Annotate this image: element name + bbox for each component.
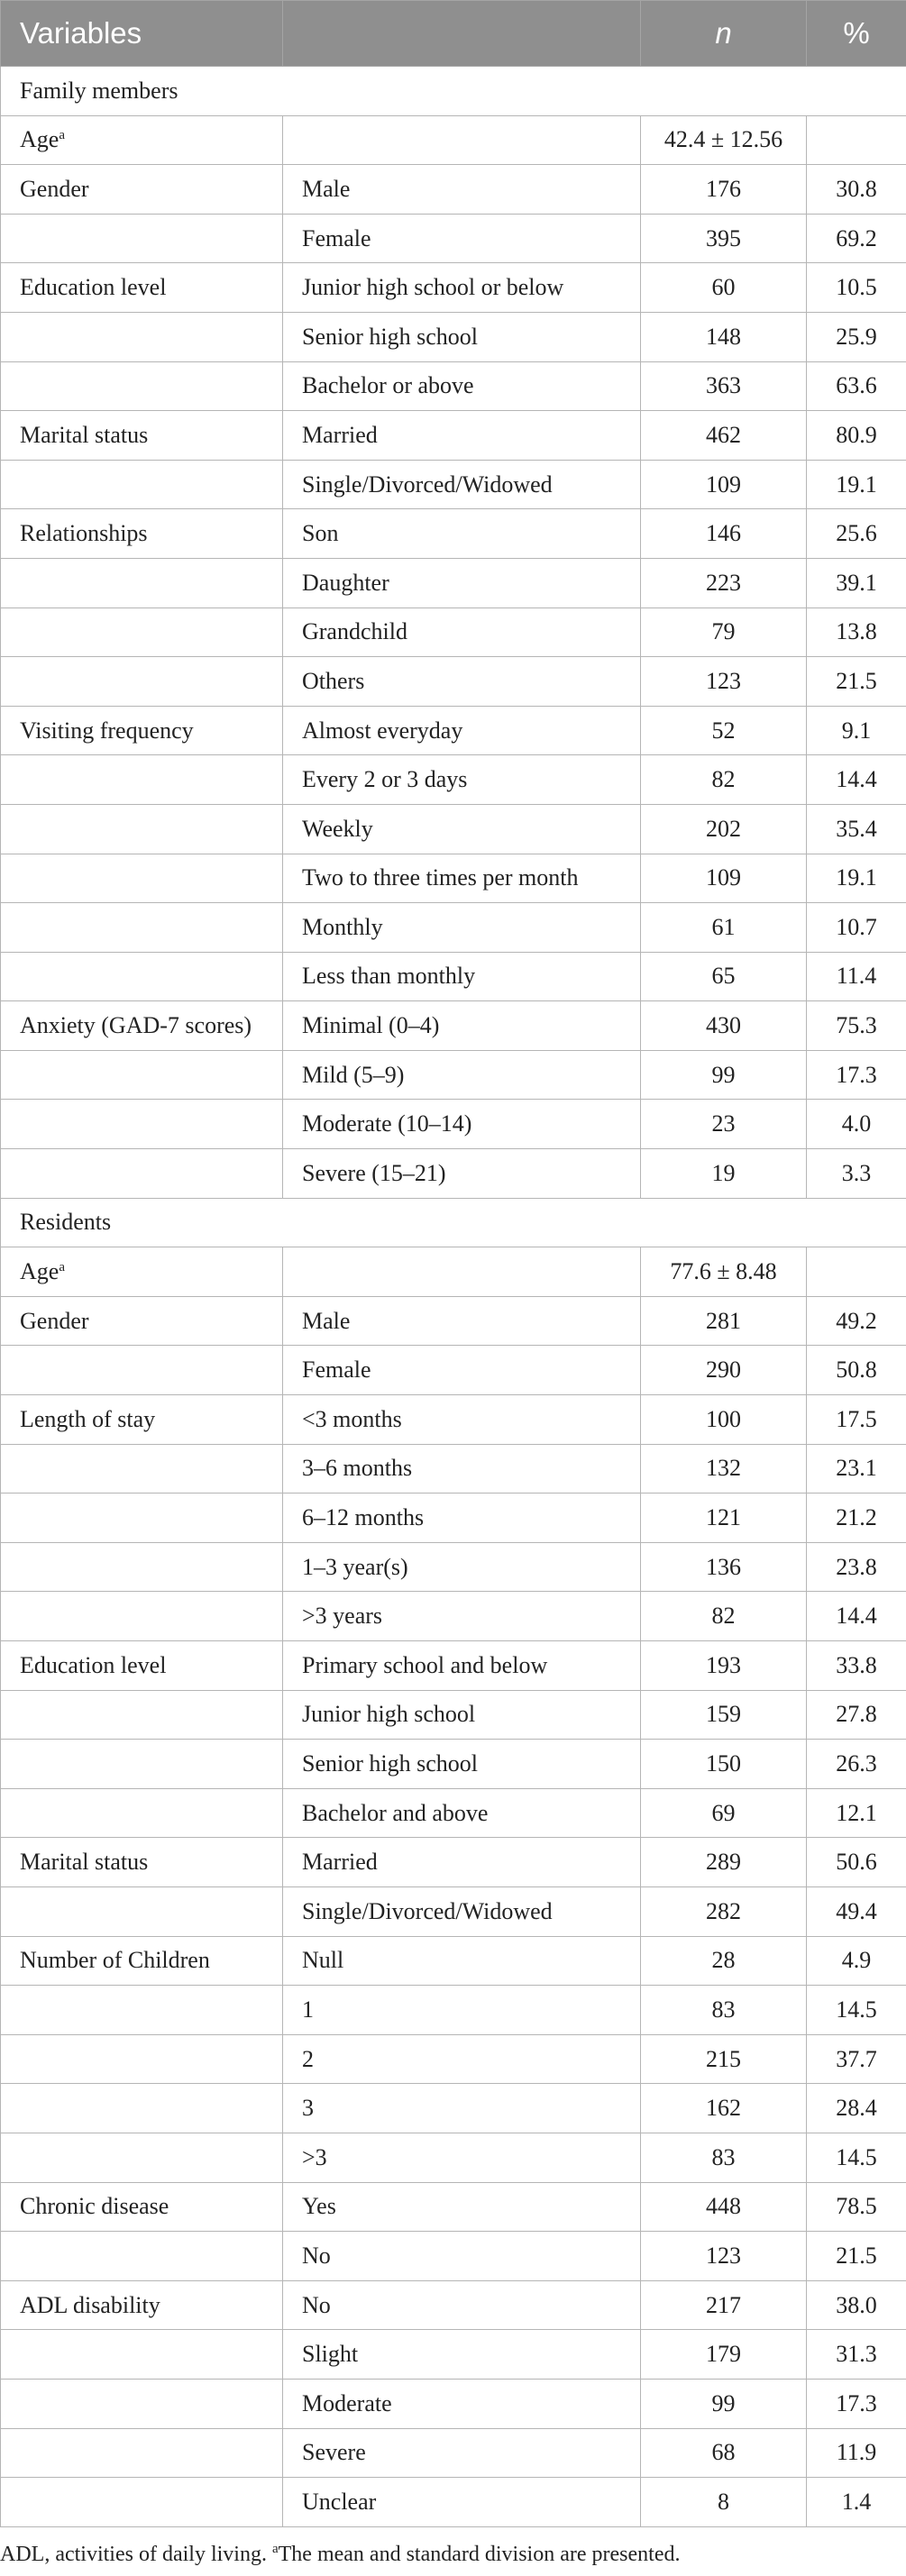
table-row [1, 1395, 906, 1445]
percent-cell: 17.3 [807, 1050, 906, 1100]
header-n: n [641, 1, 807, 67]
n-cell: 282 [641, 1886, 807, 1936]
variable-label: Visiting frequency [20, 717, 194, 744]
percent-cell: 13.8 [807, 607, 906, 657]
percent-cell: 26.3 [807, 1740, 906, 1789]
percent-cell: 10.7 [807, 903, 906, 953]
table-row [1, 214, 906, 263]
variable-cell [1, 755, 283, 805]
table-row [1, 263, 906, 313]
section-title: Residents [1, 1198, 906, 1247]
variable-cell [1, 1247, 283, 1297]
percent-cell: 63.6 [807, 361, 906, 411]
category-cell: Female [283, 214, 641, 263]
table-row [1, 1690, 906, 1740]
n-cell: 28 [641, 1936, 807, 1986]
category-cell: Unclear [283, 2478, 641, 2527]
variable-cell [1, 1641, 283, 1691]
n-cell: 217 [641, 2280, 807, 2330]
percent-cell: 11.4 [807, 952, 906, 1001]
category-cell: Moderate [283, 2379, 641, 2428]
n-cell: 462 [641, 411, 807, 461]
n-cell: 223 [641, 558, 807, 607]
percent-cell: 49.4 [807, 1886, 906, 1936]
footnote-text-2: The mean and standard division are presented. [278, 2543, 681, 2566]
table-row [1, 1100, 906, 1149]
n-cell: 19 [641, 1149, 807, 1199]
n-cell: 132 [641, 1444, 807, 1494]
variable-cell [1, 1296, 283, 1346]
variable-cell [1, 165, 283, 215]
table-row [1, 1838, 906, 1887]
variable-cell [1, 411, 283, 461]
variable-cell [1, 2232, 283, 2281]
table-row [1, 1247, 906, 1297]
table-row [1, 1346, 906, 1395]
variable-label: ADL disability [20, 2291, 160, 2318]
n-cell: 83 [641, 1986, 807, 2035]
variable-cell [1, 1986, 283, 2035]
n-cell: 448 [641, 2182, 807, 2232]
n-cell: 136 [641, 1542, 807, 1592]
n-cell: 65 [641, 952, 807, 1001]
variable-label: Age [20, 1258, 59, 1285]
n-cell: 289 [641, 1838, 807, 1887]
percent-cell: 14.4 [807, 755, 906, 805]
table-row [1, 1641, 906, 1691]
n-cell: 79 [641, 607, 807, 657]
variable-label: Age [20, 126, 59, 153]
n-cell: 121 [641, 1494, 807, 1543]
percent-cell: 1.4 [807, 2478, 906, 2527]
variable-cell [1, 312, 283, 361]
table-body [1, 67, 906, 2527]
n-cell: 290 [641, 1346, 807, 1395]
category-cell: Minimal (0–4) [283, 1001, 641, 1051]
category-cell: Null [283, 1936, 641, 1986]
variable-cell [1, 1690, 283, 1740]
n-cell: 162 [641, 2084, 807, 2133]
n-cell: 109 [641, 854, 807, 903]
category-cell: Primary school and below [283, 1641, 641, 1691]
category-cell: Daughter [283, 558, 641, 607]
footnote-marker: a [59, 128, 65, 143]
category-cell: Junior high school or below [283, 263, 641, 313]
percent-cell: 21.2 [807, 1494, 906, 1543]
category-cell: Moderate (10–14) [283, 1100, 641, 1149]
category-cell: Slight [283, 2330, 641, 2380]
variable-cell [1, 903, 283, 953]
n-cell: 99 [641, 1050, 807, 1100]
n-cell: 215 [641, 2034, 807, 2084]
table-row [1, 2280, 906, 2330]
table-row [1, 1001, 906, 1051]
variable-cell [1, 2330, 283, 2380]
table-row [1, 1444, 906, 1494]
variable-label: Chronic disease [20, 2193, 169, 2220]
variable-cell [1, 1149, 283, 1199]
n-cell: 68 [641, 2428, 807, 2478]
n-cell: 363 [641, 361, 807, 411]
table-row [1, 903, 906, 953]
category-cell: Bachelor and above [283, 1788, 641, 1838]
footnote-text: ADL, activities of daily living. [0, 2543, 272, 2566]
percent-cell: 17.5 [807, 1395, 906, 1445]
n-cell: 281 [641, 1296, 807, 1346]
n-cell: 8 [641, 2478, 807, 2527]
category-cell: Severe (15–21) [283, 1149, 641, 1199]
variable-cell [1, 1838, 283, 1887]
n-cell: 202 [641, 804, 807, 854]
percent-cell: 80.9 [807, 411, 906, 461]
table-row [1, 1542, 906, 1592]
table-row [1, 1936, 906, 1986]
n-cell: 123 [641, 657, 807, 707]
n-cell: 99 [641, 2379, 807, 2428]
n-cell: 430 [641, 1001, 807, 1051]
n-cell: 60 [641, 263, 807, 313]
variable-cell [1, 214, 283, 263]
n-cell: 52 [641, 706, 807, 755]
percent-cell: 28.4 [807, 2084, 906, 2133]
n-cell: 159 [641, 1690, 807, 1740]
table-footnote [0, 2542, 680, 2567]
table-row [1, 2330, 906, 2380]
table-row [1, 2182, 906, 2232]
table-row [1, 2084, 906, 2133]
percent-cell: 37.7 [807, 2034, 906, 2084]
variable-cell [1, 460, 283, 509]
footnote-marker: a [271, 2542, 279, 2556]
percent-cell: 38.0 [807, 2280, 906, 2330]
table-row [1, 165, 906, 215]
category-cell: >3 [283, 2133, 641, 2182]
percent-cell [807, 115, 906, 165]
table-row [1, 804, 906, 854]
variable-label: Education level [20, 1651, 167, 1678]
n-cell: 148 [641, 312, 807, 361]
percent-cell [807, 1247, 906, 1297]
percent-cell: 50.8 [807, 1346, 906, 1395]
n-cell: 109 [641, 460, 807, 509]
n-cell: 193 [641, 1641, 807, 1691]
n-cell: 77.6 ± 8.48 [641, 1247, 807, 1297]
n-cell: 82 [641, 755, 807, 805]
category-cell [283, 1247, 641, 1297]
variable-cell [1, 1444, 283, 1494]
category-cell: Two to three times per month [283, 854, 641, 903]
category-cell: Weekly [283, 804, 641, 854]
percent-cell: 3.3 [807, 1149, 906, 1199]
n-cell: 146 [641, 509, 807, 559]
category-cell: Bachelor or above [283, 361, 641, 411]
n-cell: 23 [641, 1100, 807, 1149]
variable-label: Marital status [20, 1849, 149, 1876]
table-row [1, 1986, 906, 2035]
category-cell: 1 [283, 1986, 641, 2035]
n-cell: 100 [641, 1395, 807, 1445]
section-title: Family members [1, 67, 906, 116]
variable-cell [1, 1788, 283, 1838]
variable-cell [1, 1886, 283, 1936]
variable-cell [1, 1001, 283, 1051]
category-cell: Others [283, 657, 641, 707]
n-cell: 179 [641, 2330, 807, 2380]
category-cell: No [283, 2232, 641, 2281]
category-cell: Less than monthly [283, 952, 641, 1001]
variable-cell [1, 804, 283, 854]
table-row [1, 1886, 906, 1936]
percent-cell: 10.5 [807, 263, 906, 313]
table-row [1, 657, 906, 707]
header-percent: % [807, 1, 906, 67]
table-row [1, 558, 906, 607]
percent-cell: 25.6 [807, 509, 906, 559]
variable-label: Relationships [20, 520, 148, 547]
section-row [1, 67, 906, 116]
category-cell: Senior high school [283, 312, 641, 361]
category-cell: Senior high school [283, 1740, 641, 1789]
table-row [1, 1149, 906, 1199]
category-cell: 3–6 months [283, 1444, 641, 1494]
footnote-marker: a [59, 1260, 65, 1275]
variable-cell [1, 2379, 283, 2428]
category-cell: Married [283, 1838, 641, 1887]
table-row [1, 361, 906, 411]
variable-cell [1, 854, 283, 903]
n-cell: 83 [641, 2133, 807, 2182]
category-cell: Female [283, 1346, 641, 1395]
percent-cell: 75.3 [807, 1001, 906, 1051]
percent-cell: 19.1 [807, 854, 906, 903]
category-cell: >3 years [283, 1592, 641, 1641]
percent-cell: 21.5 [807, 2232, 906, 2281]
percent-cell: 4.9 [807, 1936, 906, 1986]
table-row [1, 2034, 906, 2084]
category-cell: Male [283, 1296, 641, 1346]
percent-cell: 11.9 [807, 2428, 906, 2478]
percent-cell: 33.8 [807, 1641, 906, 1691]
category-cell: Male [283, 165, 641, 215]
variable-cell [1, 558, 283, 607]
percent-cell: 14.5 [807, 1986, 906, 2035]
category-cell: Son [283, 509, 641, 559]
percent-cell: 17.3 [807, 2379, 906, 2428]
percent-cell: 49.2 [807, 1296, 906, 1346]
category-cell: 2 [283, 2034, 641, 2084]
percent-cell: 14.5 [807, 2133, 906, 2182]
table-row [1, 509, 906, 559]
variable-cell [1, 1542, 283, 1592]
table-row [1, 607, 906, 657]
variable-cell [1, 2428, 283, 2478]
percent-cell: 4.0 [807, 1100, 906, 1149]
n-cell: 176 [641, 165, 807, 215]
variable-cell [1, 1346, 283, 1395]
category-cell: Single/Divorced/Widowed [283, 460, 641, 509]
variable-cell [1, 2280, 283, 2330]
n-cell: 69 [641, 1788, 807, 1838]
header-variables: Variables [1, 1, 283, 67]
variable-cell [1, 115, 283, 165]
n-cell: 82 [641, 1592, 807, 1641]
category-cell: Severe [283, 2428, 641, 2478]
variable-cell [1, 2084, 283, 2133]
variable-cell [1, 706, 283, 755]
variable-label: Marital status [20, 421, 149, 448]
table-row [1, 460, 906, 509]
variable-label: Gender [20, 175, 89, 202]
table-row [1, 2232, 906, 2281]
n-cell: 150 [641, 1740, 807, 1789]
variable-cell [1, 1592, 283, 1641]
table-row [1, 2478, 906, 2527]
table-row [1, 115, 906, 165]
percent-cell: 31.3 [807, 2330, 906, 2380]
table-row [1, 1296, 906, 1346]
variable-cell [1, 952, 283, 1001]
category-cell: Mild (5–9) [283, 1050, 641, 1100]
variable-cell [1, 1100, 283, 1149]
category-cell: Monthly [283, 903, 641, 953]
table-row [1, 854, 906, 903]
variable-cell [1, 1395, 283, 1445]
variable-cell [1, 1740, 283, 1789]
table-row [1, 2428, 906, 2478]
variable-cell [1, 263, 283, 313]
category-cell: Single/Divorced/Widowed [283, 1886, 641, 1936]
table-row [1, 755, 906, 805]
category-cell: Junior high school [283, 1690, 641, 1740]
percent-cell: 39.1 [807, 558, 906, 607]
percent-cell: 23.8 [807, 1542, 906, 1592]
variable-cell [1, 2478, 283, 2527]
variable-label: Length of stay [20, 1405, 156, 1432]
percent-cell: 30.8 [807, 165, 906, 215]
variable-cell [1, 2133, 283, 2182]
table-row [1, 706, 906, 755]
table-header-row [1, 1, 906, 67]
variable-cell [1, 361, 283, 411]
percent-cell: 50.6 [807, 1838, 906, 1887]
header-category [283, 1, 641, 67]
category-cell: Grandchild [283, 607, 641, 657]
percent-cell: 25.9 [807, 312, 906, 361]
percent-cell: 69.2 [807, 214, 906, 263]
category-cell [283, 115, 641, 165]
table-row [1, 1592, 906, 1641]
variable-label: Gender [20, 1307, 89, 1334]
variable-cell [1, 509, 283, 559]
table-row [1, 1788, 906, 1838]
category-cell: Yes [283, 2182, 641, 2232]
n-cell: 61 [641, 903, 807, 953]
section-row [1, 1198, 906, 1247]
category-cell: <3 months [283, 1395, 641, 1445]
variable-label: Number of Children [20, 1947, 210, 1974]
table-row [1, 2133, 906, 2182]
percent-cell: 12.1 [807, 1788, 906, 1838]
percent-cell: 9.1 [807, 706, 906, 755]
variable-cell [1, 1050, 283, 1100]
table-row [1, 1740, 906, 1789]
table-row [1, 952, 906, 1001]
category-cell: 3 [283, 2084, 641, 2133]
table-row [1, 1494, 906, 1543]
percent-cell: 78.5 [807, 2182, 906, 2232]
percent-cell: 27.8 [807, 1690, 906, 1740]
n-cell: 123 [641, 2232, 807, 2281]
category-cell: Every 2 or 3 days [283, 755, 641, 805]
variable-cell [1, 2034, 283, 2084]
percent-cell: 19.1 [807, 460, 906, 509]
variable-cell [1, 607, 283, 657]
variable-cell [1, 1936, 283, 1986]
category-cell: No [283, 2280, 641, 2330]
category-cell: Married [283, 411, 641, 461]
variable-cell [1, 657, 283, 707]
n-cell: 42.4 ± 12.56 [641, 115, 807, 165]
category-cell: Almost everyday [283, 706, 641, 755]
variable-label: Education level [20, 274, 167, 301]
percent-cell: 35.4 [807, 804, 906, 854]
variable-cell [1, 2182, 283, 2232]
n-cell: 395 [641, 214, 807, 263]
percent-cell: 21.5 [807, 657, 906, 707]
category-cell: 6–12 months [283, 1494, 641, 1543]
table-row [1, 411, 906, 461]
table-row [1, 1050, 906, 1100]
table-row [1, 312, 906, 361]
category-cell: 1–3 year(s) [283, 1542, 641, 1592]
variable-cell [1, 1494, 283, 1543]
percent-cell: 14.4 [807, 1592, 906, 1641]
percent-cell: 23.1 [807, 1444, 906, 1494]
variable-label: Anxiety (GAD-7 scores) [20, 1012, 252, 1039]
table-row [1, 2379, 906, 2428]
